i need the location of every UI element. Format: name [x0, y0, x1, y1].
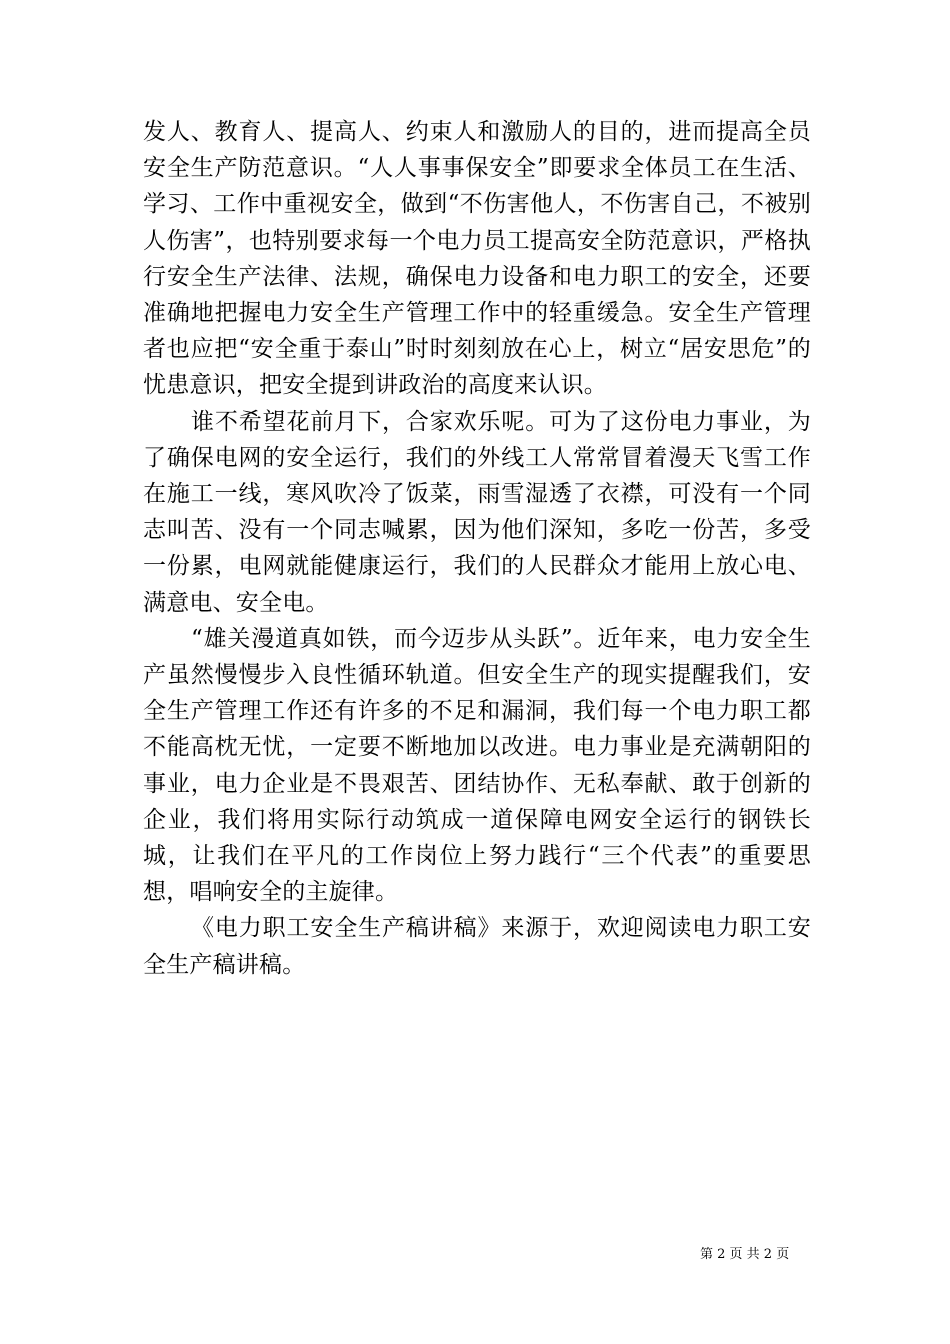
paragraph-progress: “雄关漫道真如铁，而今迈步从头跃”。近年来，电力安全生产虽然慢慢步入良性循环轨道。但安全生产的现实提醒我们，安全生产管理工作还有许多的不足和漏洞，我们每一个电力职工都不能高枕无忧，一定要不断地加以改进。电力事业是充满朝阳的事业，电力企业是不畏艰苦、团结协作、无私奉献、敢于创新的企业，我们将用实际行动筑成一道保障电网安全运行的钢铁长城，让我们在平凡的工作岗位上努力践行“三个代表”的重要思想，唱响安全的主旋律。: [143, 625, 811, 906]
paragraph-workers: 谁不希望花前月下，合家欢乐呢。可为了这份电力事业，为了确保电网的安全运行，我们的外线工人常常冒着漫天飞雪工作在施工一线，寒风吹冷了饭菜，雨雪湿透了衣襟，可没有一个同志叫苦、没有一个同志喊累，因为他们深知，多吃一份苦，多受一份累，电网就能健康运行，我们的人民群众才能用上放心电、满意电、安全电。: [143, 408, 811, 616]
paragraph-source: 《电力职工安全生产稿讲稿》来源于，欢迎阅读电力职工安全生产稿讲稿。: [143, 915, 811, 978]
page-number-footer: 第 2 页 共 2 页: [700, 1247, 790, 1262]
document-body: [143, 114, 811, 983]
paragraph-continued: 发人、教育人、提高人、约束人和激励人的目的，进而提高全员安全生产防范意识。“人人事事保安全”即要求全体员工在生活、学习、工作中重视安全，做到“不伤害他人，不伤害自己，不被别人伤害”，也特别要求每一个电力员工提高安全防范意识，严格执行安全生产法律、法规，确保电力设备和电力职工的安全，还要准确地把握电力安全生产管理工作中的轻重缓急。安全生产管理者也应把“安全重于泰山”时时刻刻放在心上，树立“居安思危”的忧患意识，把安全提到讲政治的高度来认识。: [143, 119, 811, 399]
